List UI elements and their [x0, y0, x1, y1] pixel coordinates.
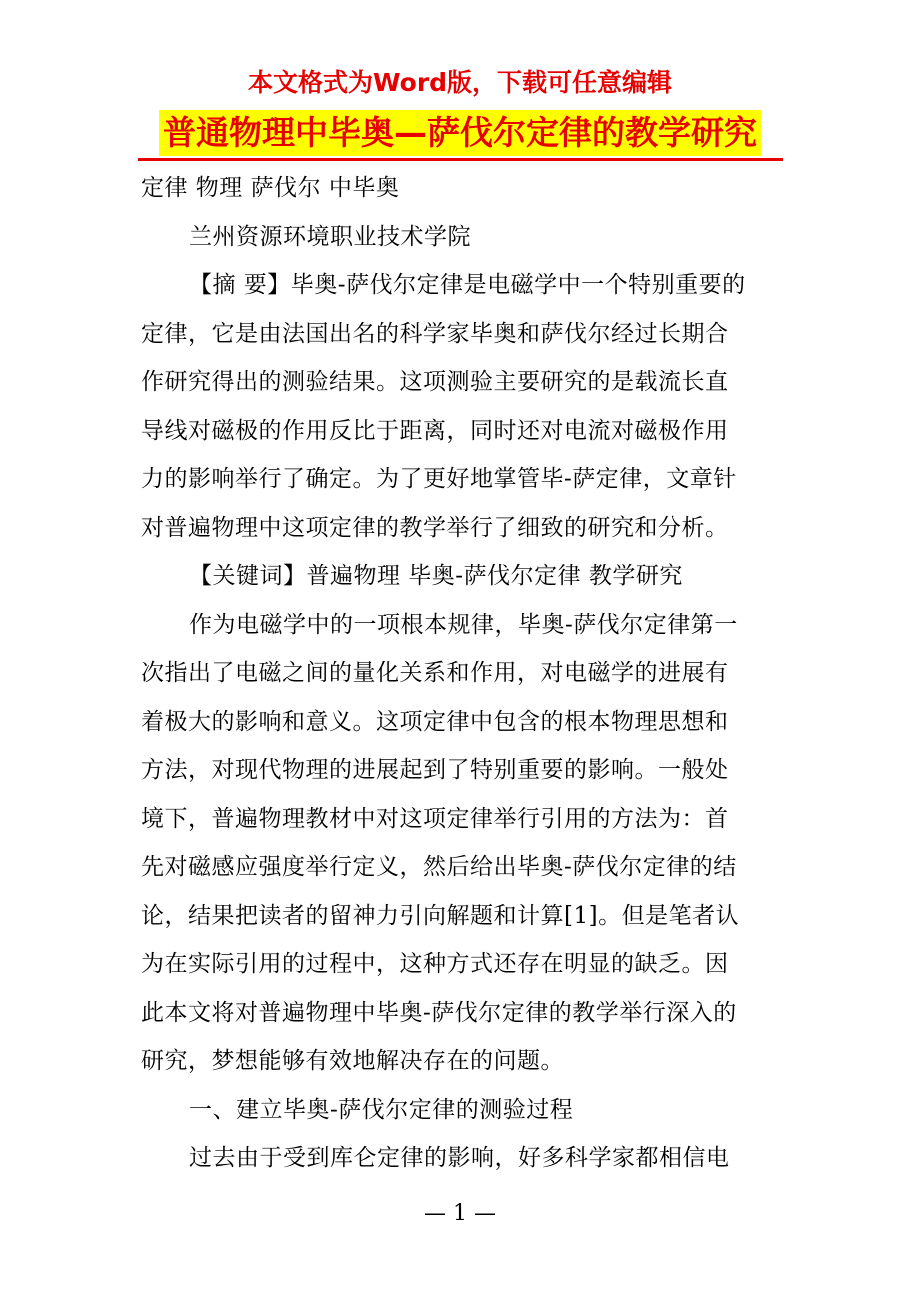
text-line: 此本文将对普遍物理中毕奥-萨伐尔定律的教学举行深入的: [141, 999, 737, 1026]
text-line: 研究，梦想能够有效地解决存在的问题。: [141, 1048, 564, 1074]
document-body: [141, 164, 781, 1183]
text-line: 定律 物理 萨伐尔 中毕奥: [141, 175, 400, 201]
text-line: 着极大的影响和意义。这项定律中包含的根本物理思想和: [141, 708, 729, 735]
text-line: 论，结果把读者的留神力引向解题和计算[1]。但是笔者认: [141, 902, 740, 929]
text-line: 作为电磁学中的一项根本规律，毕奥-萨伐尔定律第一: [189, 611, 738, 638]
text-line: 作研究得出的测验结果。这项测验主要研究的是载流长直: [141, 369, 729, 395]
text-line: 先对磁感应强度举行定义，然后给出毕奥-萨伐尔定律的结: [141, 854, 737, 880]
text-line: 为在实际引用的过程中，这种方式还存在明显的缺乏。因: [141, 951, 729, 977]
text-line: 定律，它是由法国出名的科学家毕奥和萨伐尔经过长期合: [141, 320, 729, 347]
text-line: 【关键词】普遍物理 毕奥-萨伐尔定律 教学研究: [189, 563, 683, 589]
text-line: 力的影响举行了确定。为了更好地掌管毕-萨定律，文章针: [141, 466, 737, 492]
title-underline: [138, 158, 783, 161]
text-line: 兰州资源环境职业技术学院: [189, 223, 471, 250]
text-line: 境下，普遍物理教材中对这项定律举行引用的方法为：首: [141, 805, 729, 832]
text-line: 过去由于受到库仑定律的影响，好多科学家都相信电: [189, 1145, 730, 1171]
text-line: 一、建立毕奥-萨伐尔定律的测验过程: [189, 1096, 574, 1123]
format-notice: 本文格式为Word版，下载可任意编辑: [247, 68, 673, 97]
document-title: 普通物理中毕奥—萨伐尔定律的教学研究: [159, 110, 761, 156]
title-block: [0, 110, 920, 156]
text-line: 方法，对现代物理的进展起到了特别重要的影响。一般处: [141, 757, 729, 783]
text-line: 【摘 要】毕奥-萨伐尔定律是电磁学中一个特别重要的: [189, 272, 746, 298]
text-line: 导线对磁极的作用反比于距离，同时还对电流对磁极作用: [141, 417, 729, 444]
text-line: 次指出了电磁之间的量化关系和作用，对电磁学的进展有: [141, 660, 729, 686]
page-number: — 1 —: [424, 1201, 496, 1226]
text-line: 对普遍物理中这项定律的教学举行了细致的研究和分析。: [141, 514, 729, 541]
